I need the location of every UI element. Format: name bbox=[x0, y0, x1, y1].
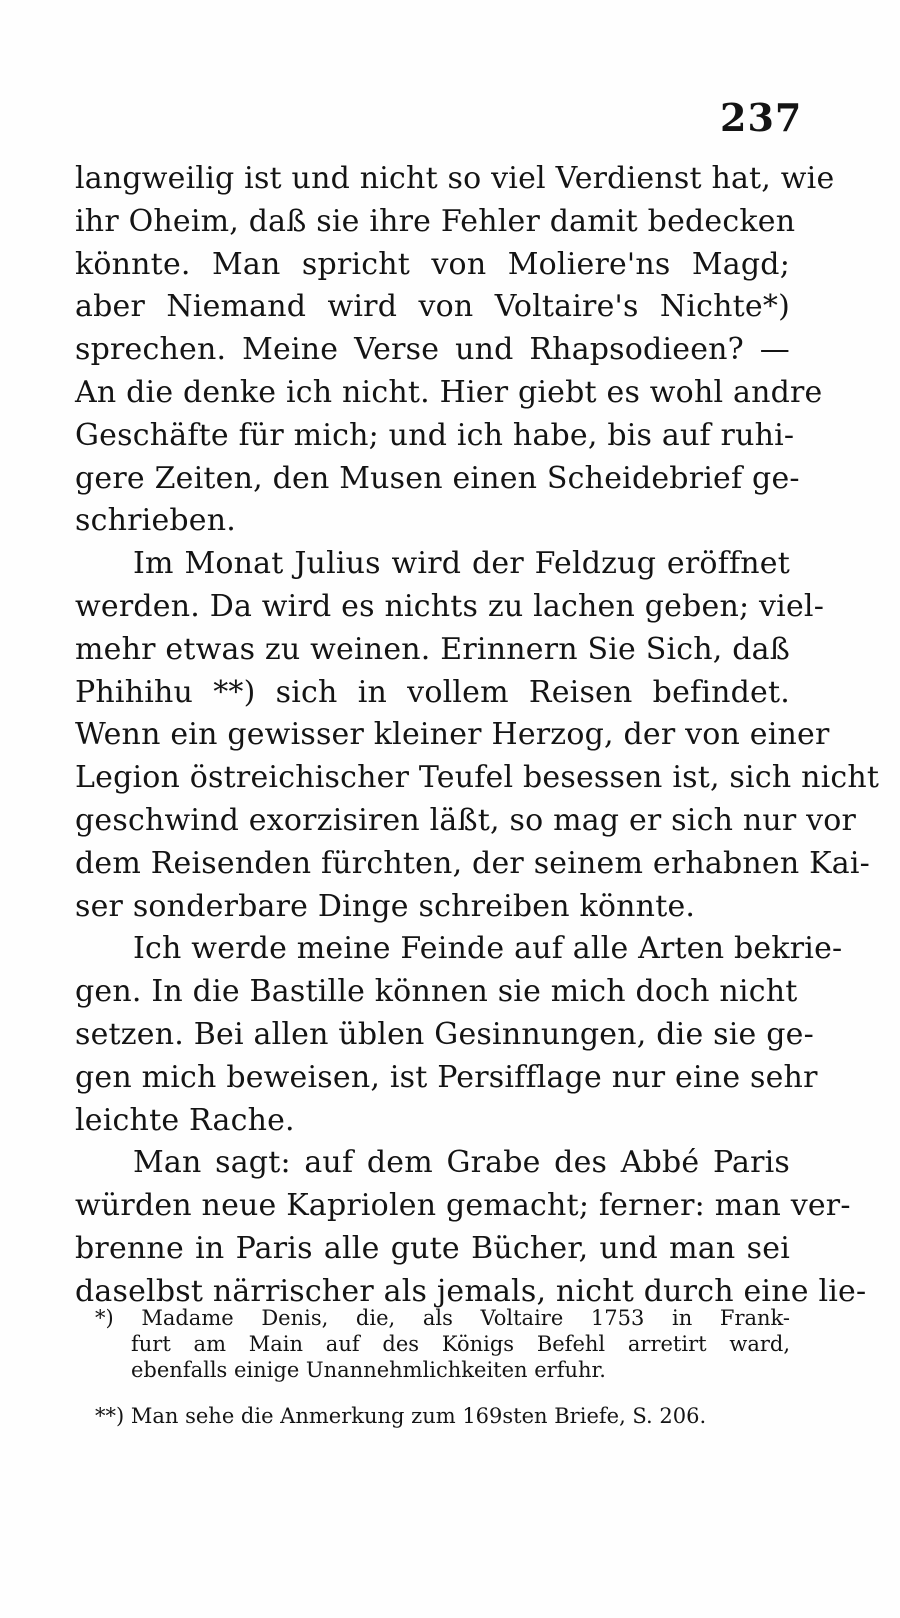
paragraph-start-line: Man sagt: auf dem Grabe des Abbé Paris bbox=[133, 1145, 790, 1181]
footnote-1-line: *) Madame Denis, die, als Voltaire 1753 in Frank- bbox=[95, 1306, 790, 1330]
text-line: Wenn ein gewisser kleiner Herzog, der von einer bbox=[75, 717, 830, 753]
text-line: werden. Da wird es nichts zu lachen geben; viel- bbox=[75, 588, 825, 624]
footnote-2-line: **) Man sehe die Anmerkung zum 169sten Briefe, S. 206. bbox=[95, 1404, 707, 1428]
text-line: gen. In die Bastille können sie mich doch nicht bbox=[75, 974, 798, 1010]
text-line: sprechen. Meine Verse und Rhapsodieen? — bbox=[75, 332, 790, 368]
text-line: daselbst närrischer als jemals, nicht durch eine lie- bbox=[75, 1273, 867, 1309]
footnotes bbox=[95, 1305, 790, 1429]
text-line: könnte. Man spricht von Moliere'ns Magd; bbox=[75, 246, 790, 282]
text-line: ser sonderbare Dinge schreiben könnte. bbox=[75, 888, 696, 924]
text-line: dem Reisenden fürchten, der seinem erhabnen Kai- bbox=[75, 845, 870, 881]
text-line: Phihihu **) sich in vollem Reisen befindet. bbox=[75, 674, 790, 710]
text-line: gen mich beweisen, ist Persifflage nur eine sehr bbox=[75, 1059, 818, 1095]
text-line: geschwind exorzisiren läßt, so mag er sich nur vor bbox=[75, 802, 857, 838]
paragraph-start-line: Ich werde meine Feinde auf alle Arten bekrie- bbox=[133, 931, 843, 967]
footnote-1-line: ebenfalls einige Unannehmlichkeiten erfuhr. bbox=[131, 1358, 606, 1382]
text-line: Legion östreichischer Teufel besessen ist, sich nicht bbox=[75, 760, 880, 796]
text-line: Geschäfte für mich; und ich habe, bis auf ruhi- bbox=[75, 417, 795, 453]
paragraph-start-line: Im Monat Julius wird der Feldzug eröffnet bbox=[133, 546, 790, 582]
text-line: mehr etwas zu weinen. Erinnern Sie Sich, daß bbox=[75, 631, 791, 667]
text-line: langweilig ist und nicht so viel Verdienst hat, wie bbox=[75, 161, 835, 196]
text-line: An die denke ich nicht. Hier giebt es wohl andre bbox=[75, 374, 823, 410]
text-line: schrieben. bbox=[75, 503, 237, 539]
footnote-1-line: furt am Main auf des Königs Befehl arretirt ward, bbox=[131, 1332, 790, 1356]
footnote-spacer bbox=[95, 1383, 790, 1403]
text-line: ihr Oheim, daß sie ihre Fehler damit bedecken bbox=[75, 203, 796, 239]
text-line: gere Zeiten, den Musen einen Scheidebrief ge- bbox=[75, 460, 800, 496]
text-line: brenne in Paris alle gute Bücher, und man sei bbox=[75, 1230, 790, 1266]
text-line: leichte Rache. bbox=[75, 1102, 295, 1138]
page-number: 237 bbox=[720, 95, 803, 140]
body-text bbox=[75, 158, 880, 1314]
text-line: würden neue Kapriolen gemacht; ferner: man ver- bbox=[75, 1188, 851, 1224]
text-line: aber Niemand wird von Voltaire's Nichte*) bbox=[75, 289, 790, 325]
text-line: setzen. Bei allen üblen Gesinnungen, die sie ge- bbox=[75, 1016, 814, 1052]
